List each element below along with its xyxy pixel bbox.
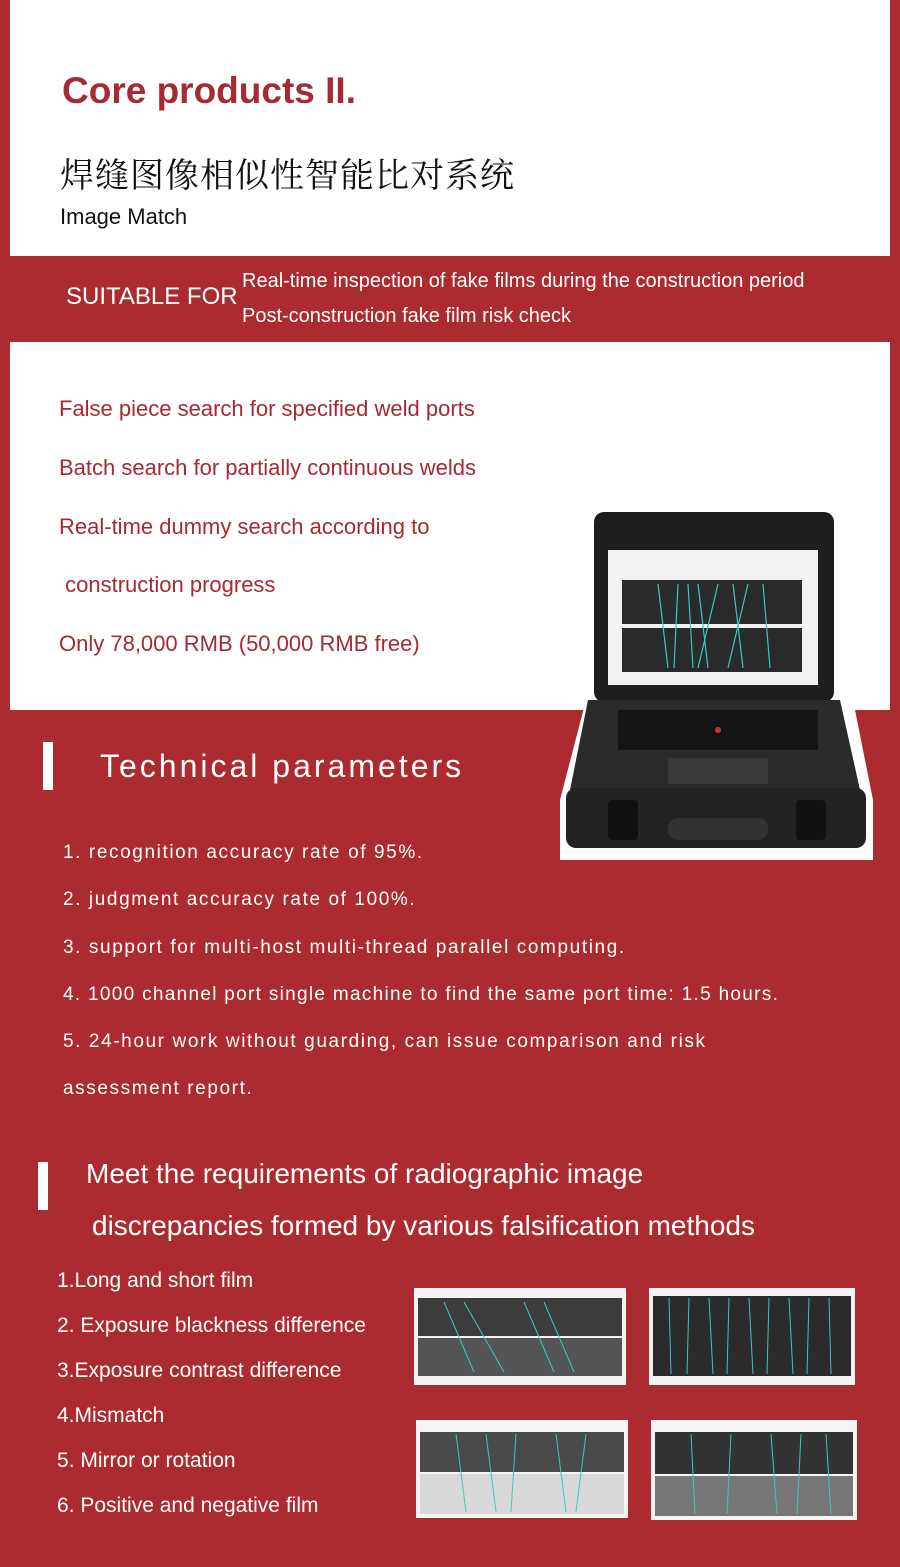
tech-params-title: Technical parameters xyxy=(100,748,465,784)
section-marker xyxy=(38,1162,48,1210)
comparison-screenshot xyxy=(649,1288,855,1385)
method-item: 1.Long and short film xyxy=(57,1269,254,1292)
right-border xyxy=(890,0,900,710)
feature-item: Batch search for partially continuous welds xyxy=(59,455,476,480)
param-item: 5. 24-hour work without guarding, can issue comparison and risk xyxy=(63,1031,707,1052)
feature-item: Only 78,000 RMB (50,000 RMB free) xyxy=(59,631,420,656)
feature-item: False piece search for specified weld ports xyxy=(59,396,475,421)
method-item: 2. Exposure blackness difference xyxy=(57,1314,366,1337)
product-subtitle: Image Match xyxy=(60,204,188,229)
comparison-screenshot xyxy=(416,1420,628,1518)
method-item: 3.Exposure contrast difference xyxy=(57,1359,342,1382)
method-item: 5. Mirror or rotation xyxy=(57,1449,236,1472)
comparison-screenshot xyxy=(651,1420,857,1520)
comparison-screenshot xyxy=(414,1288,626,1385)
method-item: 6. Positive and negative film xyxy=(57,1494,319,1517)
param-item: 1. recognition accuracy rate of 95%. xyxy=(63,842,424,863)
suitable-for-banner xyxy=(58,256,890,342)
param-item: 4. 1000 channel port single machine to find the same port time: 1.5 hours. xyxy=(63,984,780,1005)
param-item: 2. judgment accuracy rate of 100%. xyxy=(63,889,417,910)
chinese-title: 焊缝图像相似性智能比对系统 xyxy=(60,156,515,196)
section-marker xyxy=(43,742,53,790)
suitable-line: Real-time inspection of fake films during the construction period xyxy=(242,270,805,292)
suitable-label: SUITABLE FOR xyxy=(66,283,238,310)
suitable-line: Post-construction fake film risk check xyxy=(242,305,571,327)
laptop-case-image xyxy=(548,500,888,880)
requirements-title-line: discrepancies formed by various falsification methods xyxy=(92,1210,755,1241)
feature-item: Real-time dummy search according to xyxy=(59,514,430,539)
feature-item: construction progress xyxy=(59,572,276,597)
page-title: Core products II. xyxy=(62,70,356,111)
method-item: 4.Mismatch xyxy=(57,1404,165,1427)
requirements-title-line: Meet the requirements of radiographic image xyxy=(86,1158,644,1189)
param-item: 3. support for multi-host multi-thread parallel computing. xyxy=(63,937,626,958)
param-item: assessment report. xyxy=(63,1078,254,1099)
